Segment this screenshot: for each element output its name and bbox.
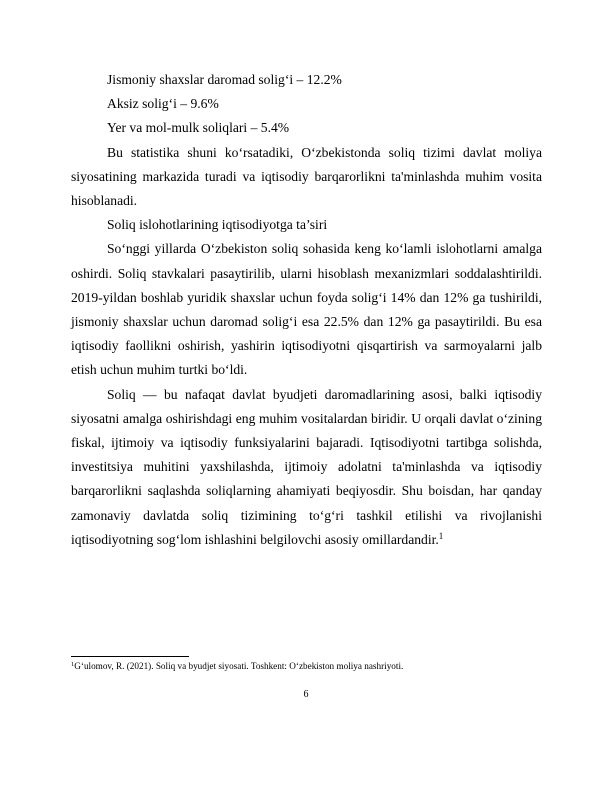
tax-item-excise: Aksiz solig‘i – 9.6% (107, 96, 219, 112)
footnote-mark: 1 (71, 661, 75, 668)
page-number: 6 (303, 689, 309, 700)
paragraph-tax-role (71, 383, 542, 552)
tax-item-land-property: Yer va mol-mulk soliqlari – 5.4% (107, 120, 290, 136)
tax-item-personal-income: Jismoniy shaxslar daromad solig‘i – 12.2% (107, 72, 342, 87)
paragraph-tax-role-text: Soliq — bu nafaqat davlat byudjeti daromadlarining asosi, balki iqtisodiy siyosatni amalga oshirishdagi eng muhim vositalardan biridir. U orqali davlat o‘zining fiskal, ijtimoiy va iqtisodiy funksiyalarini bajaradi. Iqtisodiyotni tartibga solishda, investitsiya muhitini yaxshilashda, ijtimoiy adolatni ta'minlashda va iqtisodiy barqarorlikni saqlashda soliqlarning ahamiyati beqiyosdir. Shu boisdan, har qanday zamonaviy davlatda soliq tizimining to‘g‘ri tashkil etilishi va rivojlanishi iqtisodiyotning sog‘lom ishlashini belgilovchi asosiy omillardandir. (71, 386, 542, 547)
body-text (71, 68, 542, 552)
footnote-separator (71, 656, 189, 657)
footnote (71, 660, 551, 672)
section-heading: Soliq islohotlarining iqtisodiyotga ta’siri (107, 217, 328, 233)
paragraph-statistics-conclusion: Bu statistika shuni ko‘rsatadiki, O‘zbekistonda soliq tizimi davlat moliya siyosatining markazida turadi va iqtisodiy barqarorlikni ta'minlashda muhim vosita hisoblanadi. (71, 144, 542, 209)
paragraph-tax-reforms: So‘nggi yillarda O‘zbekiston soliq sohasida keng ko‘lamli islohotlarni amalga oshirdi. Soliq stavkalari pasaytirilib, ularni hisoblash mexanizmlari soddalashtirildi. 2019-yildan boshlab yuridik shaxslar uchun foyda solig‘i 14% dan 12% ga tushirildi, jismoniy shaxslar uchun daromad solig‘i esa 22.5% dan 12% ga pasaytirildi. Bu esa iqtisodiy faollikni oshirish, yashirin iqtisodiyotni qisqartirish va sarmoyalarni jalb etish uchun muhim turtki bo‘ldi. (71, 241, 542, 378)
footnote-reference[interactable]: 1 (438, 530, 444, 541)
footnote-text: G‘ulomov, R. (2021). Soliq va byudjet siyosati. Toshkent: O‘zbekiston moliya nashriyoti. (74, 661, 404, 671)
